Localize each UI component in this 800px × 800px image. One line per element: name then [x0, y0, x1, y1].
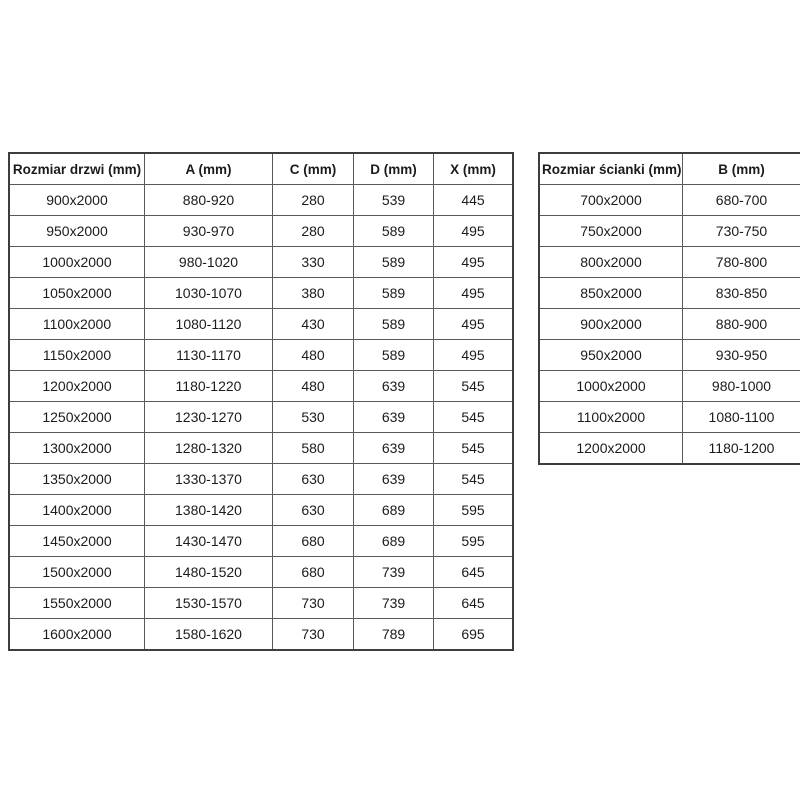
wall-size-table [538, 152, 800, 465]
table-cell: 689 [354, 495, 434, 526]
table-cell: 1400x2000 [9, 495, 145, 526]
column-header: X (mm) [434, 153, 514, 185]
table-cell: 1250x2000 [9, 402, 145, 433]
table-row [9, 433, 513, 464]
table-cell: 1180-1220 [145, 371, 273, 402]
table-cell: 495 [434, 340, 514, 371]
table-row [539, 309, 800, 340]
table-cell: 589 [354, 216, 434, 247]
column-header: C (mm) [273, 153, 354, 185]
table-cell: 1000x2000 [539, 371, 683, 402]
table-cell: 730-750 [683, 216, 800, 247]
table-cell: 930-970 [145, 216, 273, 247]
table-cell: 1280-1320 [145, 433, 273, 464]
table-cell: 1350x2000 [9, 464, 145, 495]
table-cell: 545 [434, 464, 514, 495]
table-cell: 595 [434, 526, 514, 557]
table-row [9, 557, 513, 588]
table-cell: 680 [273, 557, 354, 588]
table-row [539, 185, 800, 216]
table-cell: 639 [354, 402, 434, 433]
table-row [539, 433, 800, 465]
table-cell: 930-950 [683, 340, 800, 371]
table-row [9, 619, 513, 651]
table-cell: 1130-1170 [145, 340, 273, 371]
column-header: Rozmiar drzwi (mm) [9, 153, 145, 185]
table-cell: 1600x2000 [9, 619, 145, 651]
table-row [9, 402, 513, 433]
header-row [9, 153, 513, 185]
table-cell: 1330-1370 [145, 464, 273, 495]
table-cell: 1200x2000 [539, 433, 683, 465]
table-cell: 950x2000 [9, 216, 145, 247]
table-row [9, 526, 513, 557]
table-row [9, 464, 513, 495]
table-cell: 1550x2000 [9, 588, 145, 619]
table-cell: 1050x2000 [9, 278, 145, 309]
table-cell: 1150x2000 [9, 340, 145, 371]
table-cell: 495 [434, 278, 514, 309]
table-cell: 589 [354, 309, 434, 340]
table-cell: 495 [434, 247, 514, 278]
table-cell: 645 [434, 588, 514, 619]
table-cell: 495 [434, 309, 514, 340]
table-cell: 580 [273, 433, 354, 464]
table-cell: 1450x2000 [9, 526, 145, 557]
table-cell: 1100x2000 [9, 309, 145, 340]
table-cell: 545 [434, 402, 514, 433]
table-cell: 1580-1620 [145, 619, 273, 651]
table-row [539, 278, 800, 309]
table-cell: 689 [354, 526, 434, 557]
table-row [9, 216, 513, 247]
table-cell: 1080-1120 [145, 309, 273, 340]
table-cell: 1380-1420 [145, 495, 273, 526]
table-cell: 1100x2000 [539, 402, 683, 433]
table-cell: 950x2000 [539, 340, 683, 371]
table-cell: 980-1000 [683, 371, 800, 402]
table-cell: 1500x2000 [9, 557, 145, 588]
table-cell: 1300x2000 [9, 433, 145, 464]
table-cell: 639 [354, 371, 434, 402]
table-row [539, 340, 800, 371]
table-cell: 1080-1100 [683, 402, 800, 433]
table-cell: 630 [273, 464, 354, 495]
table-cell: 730 [273, 619, 354, 651]
table-cell: 900x2000 [9, 185, 145, 216]
table-cell: 730 [273, 588, 354, 619]
table-row [9, 371, 513, 402]
table-cell: 630 [273, 495, 354, 526]
table-cell: 1030-1070 [145, 278, 273, 309]
table-cell: 589 [354, 278, 434, 309]
table-cell: 880-920 [145, 185, 273, 216]
table-row [9, 495, 513, 526]
table-row [9, 588, 513, 619]
table-cell: 750x2000 [539, 216, 683, 247]
table-cell: 639 [354, 464, 434, 495]
table-cell: 280 [273, 185, 354, 216]
table-cell: 1200x2000 [9, 371, 145, 402]
column-header: D (mm) [354, 153, 434, 185]
table-cell: 445 [434, 185, 514, 216]
table-cell: 430 [273, 309, 354, 340]
table-cell: 645 [434, 557, 514, 588]
table-cell: 830-850 [683, 278, 800, 309]
table-cell: 900x2000 [539, 309, 683, 340]
header-row [539, 153, 800, 185]
table-cell: 780-800 [683, 247, 800, 278]
table-cell: 789 [354, 619, 434, 651]
table-cell: 545 [434, 371, 514, 402]
table-row [9, 185, 513, 216]
door-size-table [8, 152, 514, 651]
table-cell: 739 [354, 557, 434, 588]
table-row [539, 371, 800, 402]
table-cell: 330 [273, 247, 354, 278]
table-cell: 1180-1200 [683, 433, 800, 465]
table-cell: 800x2000 [539, 247, 683, 278]
column-header: B (mm) [683, 153, 800, 185]
table-row [539, 247, 800, 278]
table-cell: 680 [273, 526, 354, 557]
table-cell: 1000x2000 [9, 247, 145, 278]
table-cell: 1480-1520 [145, 557, 273, 588]
table-cell: 700x2000 [539, 185, 683, 216]
table-cell: 695 [434, 619, 514, 651]
table-row [539, 216, 800, 247]
column-header: A (mm) [145, 153, 273, 185]
table-row [9, 278, 513, 309]
table-cell: 639 [354, 433, 434, 464]
column-header: Rozmiar ścianki (mm) [539, 153, 683, 185]
table-cell: 880-900 [683, 309, 800, 340]
table-row [9, 247, 513, 278]
table-cell: 595 [434, 495, 514, 526]
table-cell: 495 [434, 216, 514, 247]
table-row [539, 402, 800, 433]
table-cell: 589 [354, 247, 434, 278]
table-cell: 1430-1470 [145, 526, 273, 557]
table-row [9, 340, 513, 371]
table-cell: 530 [273, 402, 354, 433]
table-cell: 539 [354, 185, 434, 216]
table-cell: 739 [354, 588, 434, 619]
table-cell: 980-1020 [145, 247, 273, 278]
table-cell: 380 [273, 278, 354, 309]
table-cell: 1530-1570 [145, 588, 273, 619]
table-cell: 1230-1270 [145, 402, 273, 433]
table-cell: 480 [273, 340, 354, 371]
table-cell: 545 [434, 433, 514, 464]
table-cell: 280 [273, 216, 354, 247]
table-cell: 480 [273, 371, 354, 402]
table-row [9, 309, 513, 340]
table-cell: 850x2000 [539, 278, 683, 309]
table-cell: 589 [354, 340, 434, 371]
table-cell: 680-700 [683, 185, 800, 216]
